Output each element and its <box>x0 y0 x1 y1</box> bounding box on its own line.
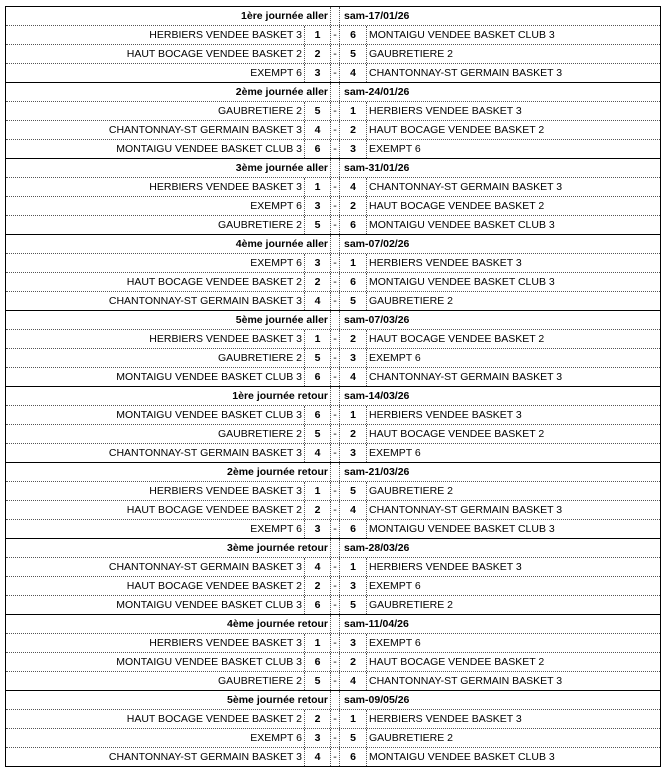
away-number: 4 <box>339 368 366 386</box>
home-team: MONTAIGU VENDEE BASKET CLUB 3 <box>116 656 302 668</box>
away-team: GAUBRETIERE 2 <box>366 45 660 63</box>
home-number: 2 <box>304 577 330 595</box>
home-number: 1 <box>304 330 330 348</box>
home-team: EXEMPT 6 <box>250 67 302 79</box>
home-team: GAUBRETIERE 2 <box>217 428 302 440</box>
home-team: HAUT BOCAGE VENDEE BASKET 2 <box>126 580 302 592</box>
home-number: 6 <box>304 140 330 158</box>
home-team: MONTAIGU VENDEE BASKET CLUB 3 <box>116 143 302 155</box>
match-row <box>6 443 660 462</box>
match-row <box>6 120 660 139</box>
home-number: 5 <box>304 216 330 234</box>
match-row <box>6 367 660 386</box>
home-number: 6 <box>304 653 330 671</box>
away-team: HERBIERS VENDEE BASKET 3 <box>366 558 660 576</box>
home-team: CHANTONNAY-ST GERMAIN BASKET 3 <box>108 561 302 573</box>
home-team: MONTAIGU VENDEE BASKET CLUB 3 <box>116 599 302 611</box>
home-team: MONTAIGU VENDEE BASKET CLUB 3 <box>116 371 302 383</box>
away-number: 5 <box>339 729 366 747</box>
home-number: 4 <box>304 558 330 576</box>
round-header <box>6 83 660 101</box>
round-block <box>6 7 660 82</box>
away-number: 1 <box>339 710 366 728</box>
home-number: 2 <box>304 45 330 63</box>
home-number: 1 <box>304 26 330 44</box>
match-row <box>6 63 660 82</box>
home-team: EXEMPT 6 <box>250 523 302 535</box>
away-team: CHANTONNAY-ST GERMAIN BASKET 3 <box>366 672 660 690</box>
home-number: 3 <box>304 197 330 215</box>
dash-separator: - <box>330 216 339 234</box>
round-block <box>6 462 660 538</box>
away-number: 2 <box>339 197 366 215</box>
dash-separator: - <box>330 444 339 462</box>
match-row <box>6 44 660 63</box>
match-row <box>6 709 660 728</box>
home-number: 5 <box>304 349 330 367</box>
home-number: 1 <box>304 634 330 652</box>
dash-separator: - <box>330 292 339 310</box>
away-number: 3 <box>339 634 366 652</box>
home-team: HERBIERS VENDEE BASKET 3 <box>149 29 302 41</box>
home-team: GAUBRETIERE 2 <box>217 105 302 117</box>
dash-separator: - <box>330 121 339 139</box>
dash-separator: - <box>330 26 339 44</box>
match-row <box>6 671 660 690</box>
match-row <box>6 557 660 576</box>
dash-separator: - <box>330 729 339 747</box>
dash-separator: - <box>330 482 339 500</box>
home-number: 4 <box>304 748 330 766</box>
match-row <box>6 652 660 671</box>
round-header <box>6 235 660 253</box>
away-team: GAUBRETIERE 2 <box>366 729 660 747</box>
away-team: MONTAIGU VENDEE BASKET CLUB 3 <box>366 273 660 291</box>
home-number: 4 <box>304 444 330 462</box>
away-team: GAUBRETIERE 2 <box>366 482 660 500</box>
home-team: HERBIERS VENDEE BASKET 3 <box>149 637 302 649</box>
home-number: 5 <box>304 102 330 120</box>
away-number: 4 <box>339 64 366 82</box>
round-date: sam-14/03/26 <box>339 387 660 405</box>
dash-separator: - <box>330 577 339 595</box>
round-block <box>6 234 660 310</box>
dash-separator: - <box>330 349 339 367</box>
match-row <box>6 728 660 747</box>
dash-separator: - <box>330 748 339 766</box>
home-team: HAUT BOCAGE VENDEE BASKET 2 <box>126 504 302 516</box>
away-team: EXEMPT 6 <box>366 577 660 595</box>
match-row <box>6 348 660 367</box>
home-team: CHANTONNAY-ST GERMAIN BASKET 3 <box>108 124 302 136</box>
round-header <box>6 615 660 633</box>
round-block <box>6 82 660 158</box>
home-team: GAUBRETIERE 2 <box>217 219 302 231</box>
away-team: HAUT BOCAGE VENDEE BASKET 2 <box>366 425 660 443</box>
away-team: EXEMPT 6 <box>366 444 660 462</box>
home-team: HERBIERS VENDEE BASKET 3 <box>149 181 302 193</box>
home-number: 2 <box>304 710 330 728</box>
round-block <box>6 310 660 386</box>
round-header <box>6 691 660 709</box>
match-row <box>6 405 660 424</box>
home-number: 5 <box>304 425 330 443</box>
home-team: MONTAIGU VENDEE BASKET CLUB 3 <box>116 409 302 421</box>
away-number: 1 <box>339 254 366 272</box>
away-team: HAUT BOCAGE VENDEE BASKET 2 <box>366 121 660 139</box>
round-header <box>6 159 660 177</box>
dash-separator: - <box>330 178 339 196</box>
away-number: 3 <box>339 444 366 462</box>
dash-separator: - <box>330 102 339 120</box>
match-row <box>6 101 660 120</box>
home-number: 3 <box>304 729 330 747</box>
match-row <box>6 272 660 291</box>
home-team: EXEMPT 6 <box>250 732 302 744</box>
match-row <box>6 519 660 538</box>
round-label: 2ème journée retour <box>227 466 328 478</box>
dash-separator: - <box>330 330 339 348</box>
away-number: 1 <box>339 406 366 424</box>
away-team: CHANTONNAY-ST GERMAIN BASKET 3 <box>366 368 660 386</box>
home-number: 2 <box>304 273 330 291</box>
match-row <box>6 253 660 272</box>
home-team: CHANTONNAY-ST GERMAIN BASKET 3 <box>108 751 302 763</box>
away-number: 6 <box>339 26 366 44</box>
away-number: 4 <box>339 178 366 196</box>
home-team: HERBIERS VENDEE BASKET 3 <box>149 333 302 345</box>
away-team: HAUT BOCAGE VENDEE BASKET 2 <box>366 653 660 671</box>
away-number: 4 <box>339 501 366 519</box>
away-team: MONTAIGU VENDEE BASKET CLUB 3 <box>366 26 660 44</box>
dash-separator: - <box>330 425 339 443</box>
round-date: sam-17/01/26 <box>339 7 660 25</box>
away-number: 6 <box>339 520 366 538</box>
away-number: 5 <box>339 45 366 63</box>
match-row <box>6 329 660 348</box>
match-row <box>6 291 660 310</box>
dash-separator: - <box>330 45 339 63</box>
round-block <box>6 690 660 766</box>
home-number: 5 <box>304 672 330 690</box>
home-team: HAUT BOCAGE VENDEE BASKET 2 <box>126 276 302 288</box>
home-number: 1 <box>304 178 330 196</box>
home-number: 6 <box>304 368 330 386</box>
away-number: 6 <box>339 216 366 234</box>
dash-separator: - <box>330 501 339 519</box>
home-team: EXEMPT 6 <box>250 257 302 269</box>
match-row <box>6 196 660 215</box>
home-number: 2 <box>304 501 330 519</box>
away-team: HERBIERS VENDEE BASKET 3 <box>366 406 660 424</box>
away-team: MONTAIGU VENDEE BASKET CLUB 3 <box>366 216 660 234</box>
round-block <box>6 158 660 234</box>
home-team: CHANTONNAY-ST GERMAIN BASKET 3 <box>108 295 302 307</box>
round-label: 1ère journée retour <box>232 390 328 402</box>
away-team: HERBIERS VENDEE BASKET 3 <box>366 254 660 272</box>
dash-separator: - <box>330 672 339 690</box>
away-team: HAUT BOCAGE VENDEE BASKET 2 <box>366 197 660 215</box>
match-row <box>6 747 660 766</box>
away-number: 2 <box>339 330 366 348</box>
away-team: EXEMPT 6 <box>366 140 660 158</box>
round-label: 4ème journée aller <box>235 238 328 250</box>
dash-separator: - <box>330 558 339 576</box>
away-number: 6 <box>339 273 366 291</box>
round-date: sam-07/02/26 <box>339 235 660 253</box>
dash-separator: - <box>330 653 339 671</box>
away-number: 3 <box>339 577 366 595</box>
home-team: GAUBRETIERE 2 <box>217 675 302 687</box>
home-team: EXEMPT 6 <box>250 200 302 212</box>
home-number: 3 <box>304 64 330 82</box>
round-label: 3ème journée aller <box>235 162 328 174</box>
round-header <box>6 311 660 329</box>
home-team: CHANTONNAY-ST GERMAIN BASKET 3 <box>108 447 302 459</box>
away-team: HERBIERS VENDEE BASKET 3 <box>366 102 660 120</box>
away-team: CHANTONNAY-ST GERMAIN BASKET 3 <box>366 178 660 196</box>
dash-separator: - <box>330 368 339 386</box>
match-row <box>6 424 660 443</box>
home-number: 3 <box>304 520 330 538</box>
home-number: 4 <box>304 292 330 310</box>
away-team: HERBIERS VENDEE BASKET 3 <box>366 710 660 728</box>
dash-separator: - <box>330 64 339 82</box>
away-number: 2 <box>339 653 366 671</box>
dash-separator: - <box>330 197 339 215</box>
match-row <box>6 595 660 614</box>
round-block <box>6 538 660 614</box>
dash-separator: - <box>330 406 339 424</box>
round-date: sam-31/01/26 <box>339 159 660 177</box>
away-team: MONTAIGU VENDEE BASKET CLUB 3 <box>366 520 660 538</box>
round-label: 4ème journée retour <box>227 618 328 630</box>
round-label: 5ème journée retour <box>227 694 328 706</box>
round-date: sam-28/03/26 <box>339 539 660 557</box>
match-row <box>6 215 660 234</box>
round-header <box>6 387 660 405</box>
dash-separator: - <box>330 520 339 538</box>
dash-separator: - <box>330 596 339 614</box>
away-number: 2 <box>339 121 366 139</box>
dash-separator: - <box>330 710 339 728</box>
round-label: 5ème journée aller <box>235 314 328 326</box>
round-date: sam-09/05/26 <box>339 691 660 709</box>
away-number: 5 <box>339 596 366 614</box>
round-header <box>6 539 660 557</box>
away-team: CHANTONNAY-ST GERMAIN BASKET 3 <box>366 501 660 519</box>
away-number: 1 <box>339 102 366 120</box>
match-row <box>6 576 660 595</box>
away-number: 6 <box>339 748 366 766</box>
home-team: HAUT BOCAGE VENDEE BASKET 2 <box>126 48 302 60</box>
away-number: 1 <box>339 558 366 576</box>
home-number: 3 <box>304 254 330 272</box>
away-team: CHANTONNAY-ST GERMAIN BASKET 3 <box>366 64 660 82</box>
schedule-table <box>5 6 661 767</box>
away-team: GAUBRETIERE 2 <box>366 596 660 614</box>
round-label: 1ère journée aller <box>241 10 328 22</box>
round-block <box>6 614 660 690</box>
away-team: HAUT BOCAGE VENDEE BASKET 2 <box>366 330 660 348</box>
round-date: sam-21/03/26 <box>339 463 660 481</box>
away-number: 2 <box>339 425 366 443</box>
match-row <box>6 500 660 519</box>
match-row <box>6 481 660 500</box>
dash-separator: - <box>330 254 339 272</box>
away-number: 3 <box>339 140 366 158</box>
home-team: GAUBRETIERE 2 <box>217 352 302 364</box>
away-team: EXEMPT 6 <box>366 634 660 652</box>
dash-separator: - <box>330 634 339 652</box>
round-header <box>6 7 660 25</box>
away-number: 3 <box>339 349 366 367</box>
home-number: 6 <box>304 406 330 424</box>
round-date: sam-07/03/26 <box>339 311 660 329</box>
match-row <box>6 177 660 196</box>
away-number: 5 <box>339 482 366 500</box>
round-header <box>6 463 660 481</box>
away-team: GAUBRETIERE 2 <box>366 292 660 310</box>
home-team: HAUT BOCAGE VENDEE BASKET 2 <box>126 713 302 725</box>
match-row <box>6 25 660 44</box>
away-number: 4 <box>339 672 366 690</box>
home-number: 1 <box>304 482 330 500</box>
round-label: 2ème journée aller <box>235 86 328 98</box>
match-row <box>6 633 660 652</box>
round-label: 3ème journée retour <box>227 542 328 554</box>
home-team: HERBIERS VENDEE BASKET 3 <box>149 485 302 497</box>
away-team: EXEMPT 6 <box>366 349 660 367</box>
dash-separator: - <box>330 273 339 291</box>
away-team: MONTAIGU VENDEE BASKET CLUB 3 <box>366 748 660 766</box>
away-number: 5 <box>339 292 366 310</box>
round-date: sam-11/04/26 <box>339 615 660 633</box>
round-block <box>6 386 660 462</box>
home-number: 6 <box>304 596 330 614</box>
dash-separator: - <box>330 140 339 158</box>
home-number: 4 <box>304 121 330 139</box>
round-date: sam-24/01/26 <box>339 83 660 101</box>
match-row <box>6 139 660 158</box>
